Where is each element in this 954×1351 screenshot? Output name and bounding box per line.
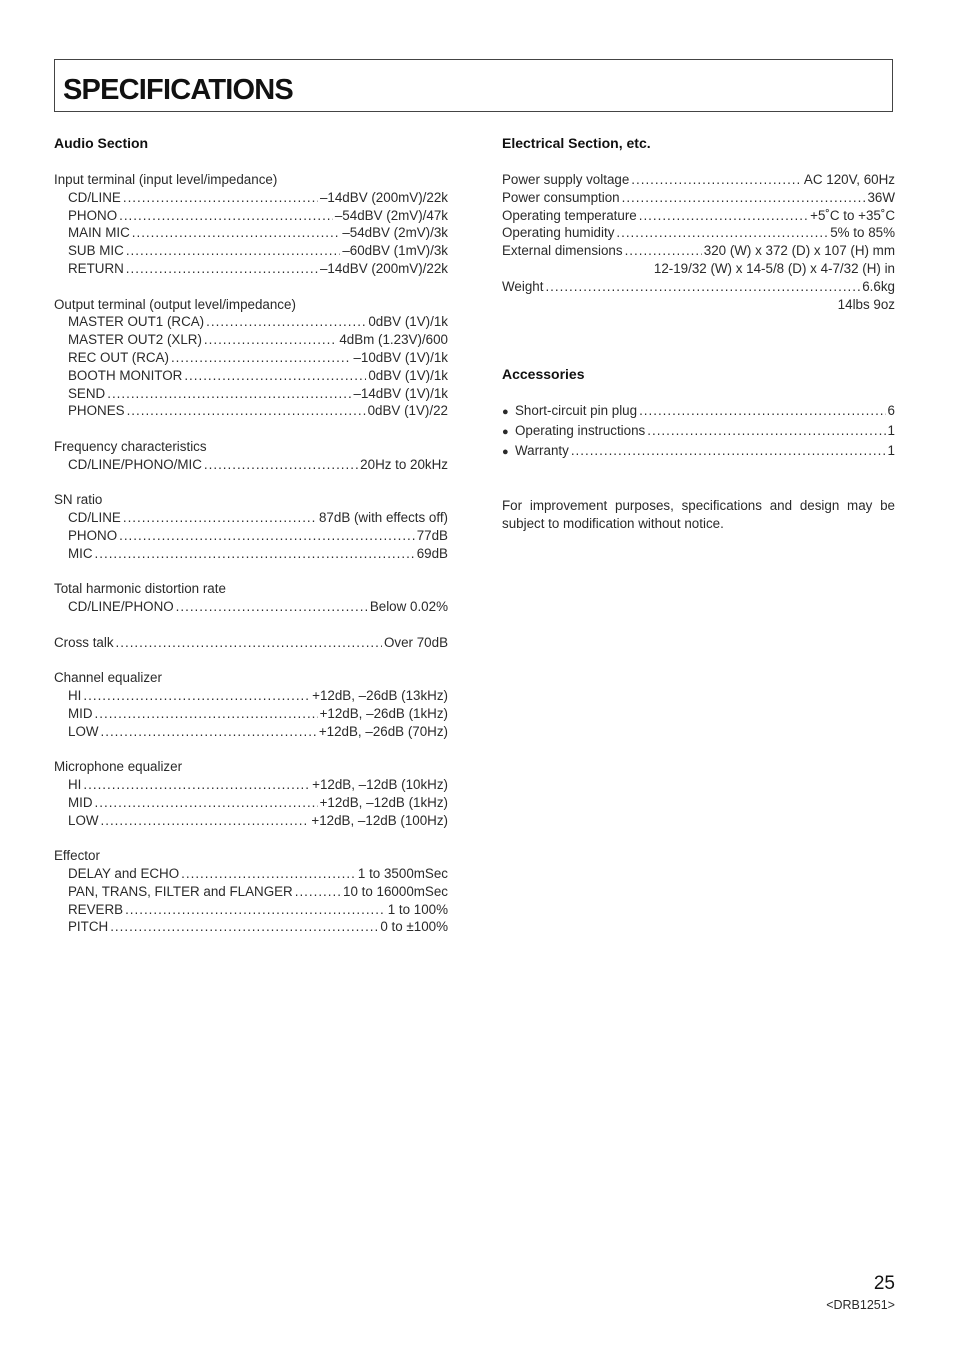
spec-value: 1 to 3500mSec xyxy=(357,866,448,882)
spec-group-title: Output terminal (output level/impedance) xyxy=(54,296,296,312)
spec-label: DELAY and ECHO xyxy=(68,866,180,882)
spec-label: REVERB xyxy=(68,901,124,917)
leader-dots xyxy=(119,207,333,225)
spec-label: MASTER OUT2 (XLR) xyxy=(68,332,202,348)
spec-value: +12dB, –12dB (10kHz) xyxy=(312,777,448,793)
spec-row xyxy=(54,189,448,207)
spec-value: 320 (W) x 372 (D) x 107 (H) mm xyxy=(703,243,895,259)
spec-row xyxy=(54,723,448,741)
spec-value: 0dBV (1V)/22 xyxy=(367,403,448,419)
leader-dots xyxy=(110,918,378,936)
spec-value: –14dBV (1V)/1k xyxy=(353,385,448,401)
leader-dots xyxy=(647,422,885,440)
spec-value: 87dB (with effects off) xyxy=(318,510,448,526)
spec-label: Power supply voltage xyxy=(502,172,630,187)
accessory-label: Short-circuit pin plug xyxy=(515,403,638,419)
spec-group xyxy=(54,580,448,616)
spec-value: +12dB, –26dB (1kHz) xyxy=(319,705,448,721)
spec-row xyxy=(54,509,448,527)
spec-group xyxy=(54,634,448,652)
leader-dots xyxy=(126,242,341,260)
electrical-spec-list xyxy=(502,171,895,313)
spec-value: 20Hz to 20kHz xyxy=(360,456,448,472)
audio-section xyxy=(54,134,448,954)
spec-label: HI xyxy=(68,777,82,793)
spec-value: +12dB, –12dB (1kHz) xyxy=(319,794,448,810)
spec-value: +5˚C to +35˚C xyxy=(810,207,895,223)
title-box xyxy=(54,59,893,112)
electrical-row xyxy=(502,189,895,207)
leader-dots xyxy=(127,402,366,420)
accessory-item xyxy=(502,442,895,462)
leader-dots xyxy=(119,527,415,545)
leader-dots xyxy=(125,901,386,919)
leader-dots xyxy=(622,189,866,207)
spec-row xyxy=(54,402,448,420)
electrical-row xyxy=(502,224,895,242)
accessories-heading: Accessories xyxy=(502,366,585,383)
spec-label: MID xyxy=(68,794,93,810)
spec-group xyxy=(54,296,448,421)
spec-label: Weight xyxy=(502,278,544,294)
spec-label: SEND xyxy=(68,385,106,401)
document-code: <DRB1251> xyxy=(826,1298,895,1312)
spec-group-title: Channel equalizer xyxy=(54,670,162,686)
spec-row xyxy=(54,207,448,225)
leader-dots xyxy=(123,509,317,527)
leader-dots xyxy=(181,865,356,883)
spec-row xyxy=(54,687,448,705)
spec-label: Operating humidity xyxy=(502,225,615,241)
leader-dots xyxy=(132,224,341,242)
spec-group xyxy=(54,847,448,936)
leader-dots xyxy=(123,189,318,207)
leader-dots xyxy=(204,331,337,349)
leader-dots xyxy=(616,224,828,242)
leader-dots xyxy=(204,456,358,474)
spec-value: –10dBV (1V)/1k xyxy=(353,349,448,365)
spec-row xyxy=(54,901,448,919)
leader-dots xyxy=(571,442,886,460)
leader-dots xyxy=(625,242,702,260)
spec-label: Operating temperature xyxy=(502,207,637,223)
spec-value: Below 0.02% xyxy=(369,599,448,615)
leader-dots xyxy=(184,367,366,385)
electrical-row xyxy=(502,207,895,225)
spec-value: –60dBV (1mV)/3k xyxy=(342,243,448,259)
spec-value: 10 to 16000mSec xyxy=(343,883,448,899)
electrical-row-continuation: 12-19/32 (W) x 14-5/8 (D) x 4-7/32 (H) in xyxy=(653,260,895,276)
spec-label: HI xyxy=(68,688,82,704)
leader-dots xyxy=(83,687,310,705)
bullet-icon: ● xyxy=(502,445,509,458)
accessories-list xyxy=(502,402,895,461)
leader-dots xyxy=(176,598,368,616)
spec-row xyxy=(54,634,448,652)
leader-dots xyxy=(126,260,318,278)
spec-row xyxy=(54,313,448,331)
spec-value: –54dBV (2mV)/47k xyxy=(334,207,448,223)
spec-label: PHONO xyxy=(68,207,118,223)
accessory-label: Warranty xyxy=(515,442,569,458)
spec-value: +12dB, –26dB (70Hz) xyxy=(318,723,448,739)
spec-label: RETURN xyxy=(68,260,124,276)
bullet-icon: ● xyxy=(502,425,509,438)
leader-dots xyxy=(295,883,341,901)
accessory-label: Operating instructions xyxy=(515,422,646,438)
modification-note: For improvement purposes, specifications and design may be subject to modification without notice. xyxy=(502,498,895,532)
spec-value: –14dBV (200mV)/22k xyxy=(319,189,448,205)
spec-value: 6.6kg xyxy=(862,278,895,294)
spec-label: LOW xyxy=(68,812,99,828)
spec-label: CD/LINE/PHONO xyxy=(68,599,174,615)
spec-row xyxy=(54,456,448,474)
audio-spec-groups xyxy=(54,171,448,936)
spec-row xyxy=(54,918,448,936)
spec-group xyxy=(54,491,448,562)
spec-value: –14dBV (200mV)/22k xyxy=(319,260,448,276)
spec-value: Over 70dB xyxy=(383,634,448,650)
bullet-icon: ● xyxy=(502,406,509,419)
spec-group-title: Input terminal (input level/impedance) xyxy=(54,172,278,187)
spec-label: External dimensions xyxy=(502,243,623,259)
spec-group-title: Microphone equalizer xyxy=(54,759,183,775)
accessory-quantity: 1 xyxy=(887,442,895,458)
spec-value: 69dB xyxy=(416,545,448,561)
page-number: 25 xyxy=(873,1273,895,1294)
spec-label: CD/LINE/PHONO/MIC xyxy=(68,456,202,472)
leader-dots xyxy=(95,705,318,723)
spec-label: PHONES xyxy=(68,403,125,419)
spec-label: Cross talk xyxy=(54,634,114,650)
accessory-quantity: 1 xyxy=(887,422,895,438)
leader-dots xyxy=(101,812,310,830)
spec-row xyxy=(54,527,448,545)
spec-row xyxy=(54,794,448,812)
spec-value: 36W xyxy=(867,189,895,205)
leader-dots xyxy=(171,349,352,367)
spec-row xyxy=(54,545,448,563)
spec-row xyxy=(54,331,448,349)
spec-label: MID xyxy=(68,705,93,721)
accessory-quantity: 6 xyxy=(887,403,895,419)
page-title: SPECIFICATIONS xyxy=(63,74,293,106)
spec-label: MAIN MIC xyxy=(68,225,130,241)
electrical-section-heading: Electrical Section, etc. xyxy=(502,135,651,151)
leader-dots xyxy=(639,402,885,420)
spec-value: 1 to 100% xyxy=(387,901,448,917)
leader-dots xyxy=(83,776,310,794)
spec-group-title: Frequency characteristics xyxy=(54,438,207,454)
electrical-row xyxy=(502,171,895,189)
spec-group xyxy=(54,758,448,829)
electrical-row xyxy=(502,278,895,296)
spec-label: PAN, TRANS, FILTER and FLANGER xyxy=(68,883,293,899)
spec-row xyxy=(54,385,448,403)
audio-section-heading: Audio Section xyxy=(54,135,149,151)
spec-value: 0dBV (1V)/1k xyxy=(368,367,448,383)
spec-group-title: SN ratio xyxy=(54,492,103,508)
spec-value: +12dB, –26dB (13kHz) xyxy=(312,688,448,704)
spec-row xyxy=(54,865,448,883)
spec-row xyxy=(54,598,448,616)
spec-value: 0dBV (1V)/1k xyxy=(368,314,448,330)
spec-label: MASTER OUT1 (RCA) xyxy=(68,314,205,330)
leader-dots xyxy=(206,313,366,331)
electrical-row-continuation: 14lbs 9oz xyxy=(837,296,895,312)
spec-label: REC OUT (RCA) xyxy=(68,349,169,365)
spec-row xyxy=(54,812,448,830)
spec-value: 77dB xyxy=(416,527,448,543)
leader-dots xyxy=(545,278,860,296)
spec-label: MIC xyxy=(68,545,93,561)
spec-label: PITCH xyxy=(68,919,109,935)
spec-row xyxy=(54,224,448,242)
spec-value: 5% to 85% xyxy=(830,225,895,241)
leader-dots xyxy=(116,634,382,652)
spec-row xyxy=(54,883,448,901)
spec-label: LOW xyxy=(68,723,99,739)
spec-label: CD/LINE xyxy=(68,189,121,205)
spec-row xyxy=(54,349,448,367)
spec-row xyxy=(54,242,448,260)
leader-dots xyxy=(95,794,318,812)
spec-group xyxy=(54,171,448,278)
spec-group-title: Total harmonic distortion rate xyxy=(54,581,226,597)
spec-label: BOOTH MONITOR xyxy=(68,367,183,383)
spec-value: –54dBV (2mV)/3k xyxy=(342,225,448,241)
spec-group xyxy=(54,438,448,474)
spec-label: Power consumption xyxy=(502,189,620,205)
spec-label: CD/LINE xyxy=(68,510,121,526)
leader-dots xyxy=(95,545,415,563)
spec-value: 4dBm (1.23V)/600 xyxy=(339,332,448,348)
spec-row xyxy=(54,367,448,385)
leader-dots xyxy=(639,207,808,225)
spec-label: PHONO xyxy=(68,527,118,543)
spec-group xyxy=(54,669,448,740)
spec-value: +12dB, –12dB (100Hz) xyxy=(311,812,448,828)
accessory-item xyxy=(502,402,895,422)
spec-value: 0 to ±100% xyxy=(380,919,448,935)
spec-value: AC 120V, 60Hz xyxy=(803,172,895,187)
right-column xyxy=(502,134,895,533)
leader-dots xyxy=(631,171,802,189)
spec-row xyxy=(54,260,448,278)
spec-row xyxy=(54,705,448,723)
leader-dots xyxy=(107,385,351,403)
spec-row xyxy=(54,776,448,794)
leader-dots xyxy=(101,723,317,741)
spec-label: SUB MIC xyxy=(68,243,124,259)
spec-group-title: Effector xyxy=(54,848,100,864)
accessory-item xyxy=(502,422,895,442)
electrical-row xyxy=(502,242,895,260)
